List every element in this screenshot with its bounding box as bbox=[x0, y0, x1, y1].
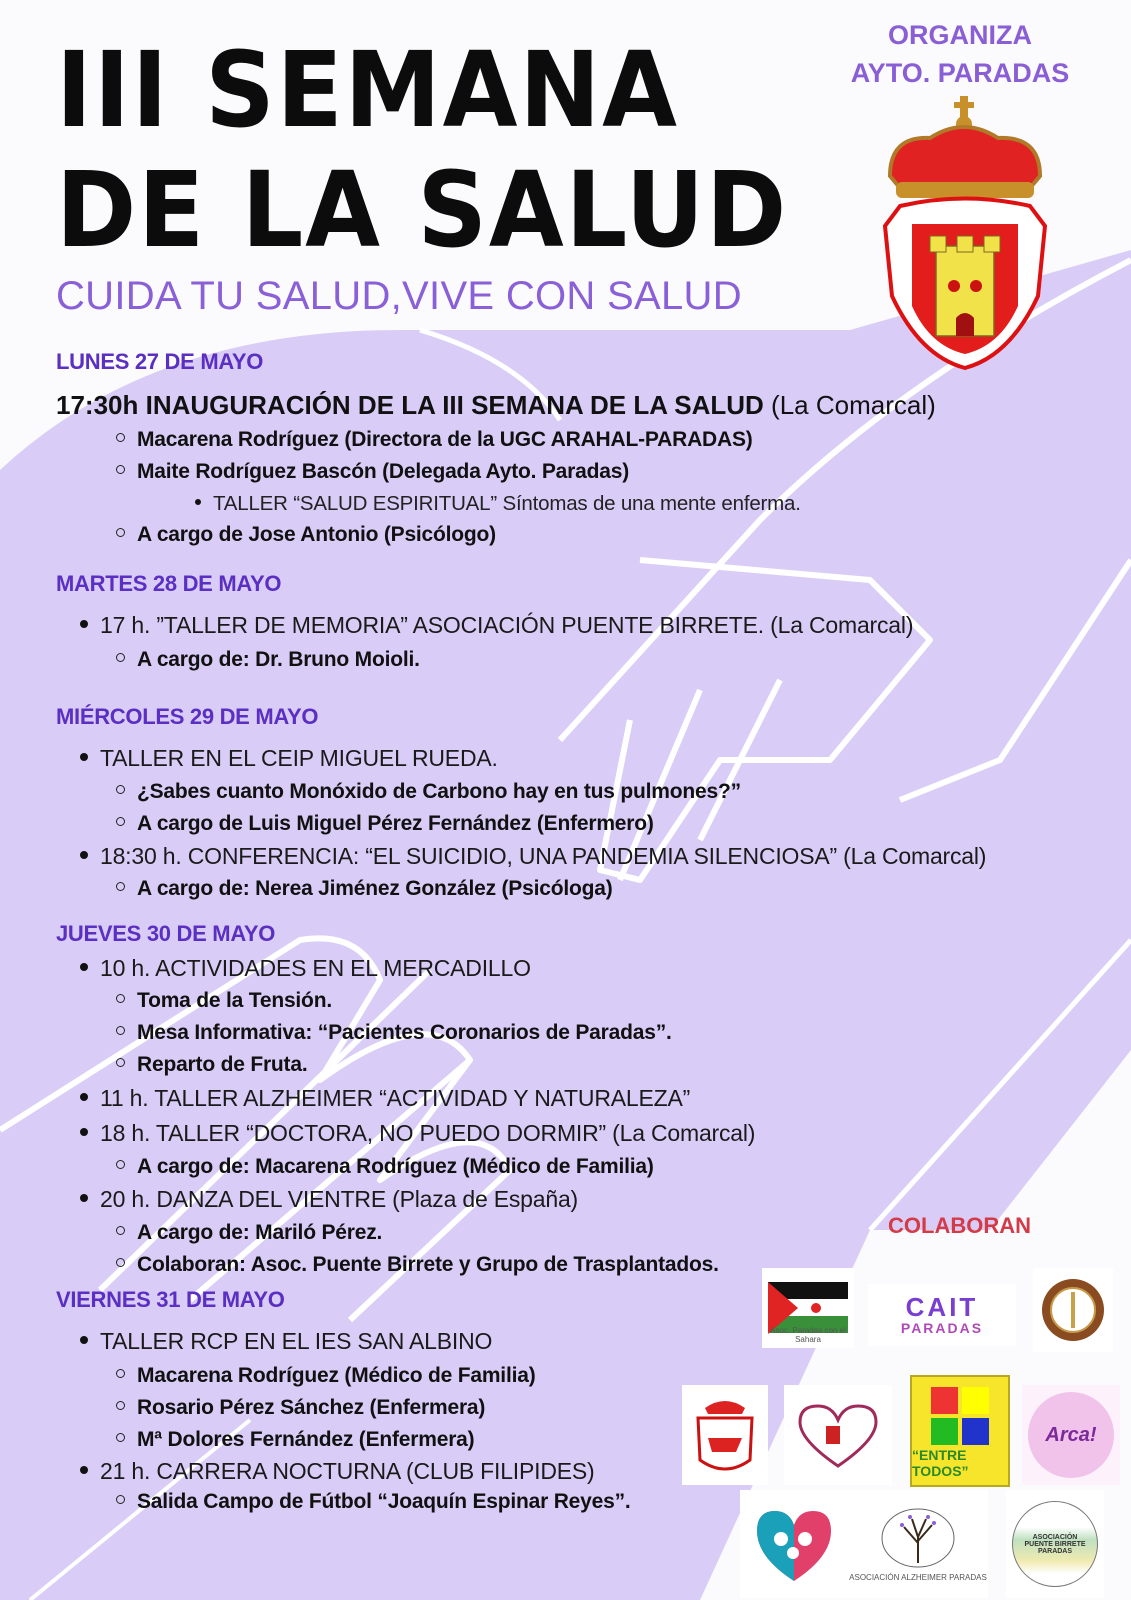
list-item: A cargo de: Macarena Rodríguez (Médico de Familia) bbox=[116, 1155, 654, 1179]
list-item: Salida Campo de Fútbol “Joaquín Espinar Reyes”. bbox=[116, 1490, 631, 1514]
list-item: A cargo de: Nerea Jiménez González (Psicóloga) bbox=[116, 877, 613, 901]
circle-bullet-icon bbox=[116, 1058, 125, 1067]
circle-bullet-icon bbox=[116, 1160, 125, 1169]
list-item: 21 h. CARRERA NOCTURNA (CLUB FILIPIDES) bbox=[80, 1458, 594, 1485]
logo-trasplantados bbox=[1033, 1268, 1113, 1352]
list-item: Mesa Informativa: “Pacientes Coronarios de Paradas”. bbox=[116, 1021, 672, 1045]
circle-bullet-icon bbox=[116, 994, 125, 1003]
circle-bullet-icon bbox=[116, 1026, 125, 1035]
day-heading-viernes: VIERNES 31 DE MAYO bbox=[56, 1287, 285, 1312]
bullet-icon bbox=[80, 1336, 88, 1344]
list-item: Toma de la Tensión. bbox=[116, 989, 332, 1013]
circle-bullet-icon bbox=[116, 465, 125, 474]
list-item: A cargo de Jose Antonio (Psicólogo) bbox=[116, 523, 496, 547]
puzzle-icon bbox=[929, 1385, 991, 1447]
list-item: 10 h. ACTIVIDADES EN EL MERCADILLO bbox=[80, 955, 531, 982]
logo-entre-todos: “ENTRE TODOS” bbox=[910, 1375, 1010, 1487]
organizer-name: AYTO. PARADAS bbox=[850, 58, 1070, 88]
circle-bullet-icon bbox=[116, 433, 125, 442]
bullet-icon bbox=[80, 1194, 88, 1202]
list-item: TALLER RCP EN EL IES SAN ALBINO bbox=[80, 1328, 492, 1355]
bullet-icon bbox=[80, 1093, 88, 1101]
list-item: TALLER “SALUD ESPIRITUAL” Síntomas de una mente enferma. bbox=[195, 492, 801, 516]
sponsors-label: COLABORAN bbox=[888, 1213, 1031, 1238]
seal-icon bbox=[1040, 1274, 1106, 1346]
logo-puente-birrete: ASOCIACIÓN PUENTE BIRRETE PARADAS bbox=[1006, 1490, 1104, 1598]
logo-sahara: Asoc. Paradas con el Sahara bbox=[762, 1268, 854, 1348]
bullet-icon bbox=[80, 1128, 88, 1136]
list-item: 11 h. TALLER ALZHEIMER “ACTIVIDAD Y NATURALEZA” bbox=[80, 1085, 690, 1112]
bullet-icon bbox=[80, 963, 88, 971]
list-item: Colaboran: Asoc. Puente Birrete y Grupo de Trasplantados. bbox=[116, 1253, 719, 1277]
list-item: Macarena Rodríguez (Directora de la UGC ARAHAL-PARADAS) bbox=[116, 428, 753, 452]
poster-title bbox=[56, 30, 788, 270]
logo-arca: Arca! bbox=[1022, 1385, 1120, 1485]
list-item: 18 h. TALLER “DOCTORA, NO PUEDO DORMIR” (La Comarcal) bbox=[80, 1120, 755, 1147]
circle-bullet-icon bbox=[116, 1369, 125, 1378]
day-heading-martes: MARTES 28 DE MAYO bbox=[56, 571, 282, 596]
circle-bullet-icon bbox=[116, 785, 125, 794]
inauguration-place: (La Comarcal) bbox=[763, 390, 936, 420]
inauguration-event bbox=[56, 390, 936, 421]
title-line-1: III SEMANA bbox=[56, 29, 679, 151]
day-heading-lunes: LUNES 27 DE MAYO bbox=[56, 349, 264, 374]
circle-bullet-icon bbox=[116, 1258, 125, 1267]
organizer-block bbox=[830, 16, 1090, 92]
title-line-2: DE LA SALUD bbox=[56, 149, 789, 271]
logo-pacientes-coronarios bbox=[784, 1385, 892, 1485]
day-heading-jueves: JUEVES 30 DE MAYO bbox=[56, 921, 276, 946]
list-item: 20 h. DANZA DEL VIENTRE (Plaza de España) bbox=[80, 1186, 578, 1213]
square-bullet-icon bbox=[195, 499, 201, 505]
logo-alzheimer-paradas: ASOCIACIÓN ALZHEIMER PARADAS bbox=[848, 1490, 988, 1598]
circle-bullet-icon bbox=[116, 882, 125, 891]
circle-bullet-icon bbox=[116, 653, 125, 662]
bullet-icon bbox=[80, 753, 88, 761]
list-item: Reparto de Fruta. bbox=[116, 1053, 307, 1077]
circle-bullet-icon bbox=[116, 1433, 125, 1442]
list-item: Macarena Rodríguez (Médico de Familia) bbox=[116, 1364, 536, 1388]
list-item: Maite Rodríguez Bascón (Delegada Ayto. Paradas) bbox=[116, 460, 629, 484]
club-crest-icon bbox=[690, 1390, 760, 1480]
list-item: 17 h. ”TALLER DE MEMORIA” ASOCIACIÓN PUENTE BIRRETE. (La Comarcal) bbox=[80, 612, 913, 639]
poster-subtitle: CUIDA TU SALUD,VIVE CON SALUD bbox=[56, 274, 742, 318]
list-item: 18:30 h. CONFERENCIA: “EL SUICIDIO, UNA PANDEMIA SILENCIOSA” (La Comarcal) bbox=[80, 843, 986, 870]
logo-cait-paradas: CAIT PARADAS bbox=[868, 1284, 1016, 1346]
list-item: ¿Sabes cuanto Monóxido de Carbono hay en tus pulmones?” bbox=[116, 780, 741, 804]
bullet-icon bbox=[80, 851, 88, 859]
logo-aprender-a-quererte bbox=[740, 1490, 848, 1598]
day-heading-miercoles: MIÉRCOLES 29 DE MAYO bbox=[56, 704, 319, 729]
circle-bullet-icon bbox=[116, 817, 125, 826]
circle-bullet-icon bbox=[116, 1495, 125, 1504]
family-heart-icon bbox=[751, 1501, 837, 1587]
circle-bullet-icon bbox=[116, 1226, 125, 1235]
bullet-icon bbox=[80, 620, 88, 628]
list-item: A cargo de Luis Miguel Pérez Fernández (Enfermero) bbox=[116, 812, 654, 836]
list-item: A cargo de: Mariló Pérez. bbox=[116, 1221, 382, 1245]
bullet-icon bbox=[80, 1466, 88, 1474]
list-item: TALLER EN EL CEIP MIGUEL RUEDA. bbox=[80, 745, 498, 772]
logo-club-filipides bbox=[682, 1385, 768, 1485]
list-item: Rosario Pérez Sánchez (Enfermera) bbox=[116, 1396, 485, 1420]
circle-bullet-icon bbox=[116, 1401, 125, 1410]
heart-outline-icon bbox=[792, 1400, 884, 1470]
circle-bullet-icon bbox=[116, 528, 125, 537]
tree-icon bbox=[880, 1507, 956, 1569]
list-item: A cargo de: Dr. Bruno Moioli. bbox=[116, 648, 420, 672]
paradas-coat-of-arms-icon bbox=[870, 96, 1060, 376]
organizer-label: ORGANIZA bbox=[888, 20, 1032, 50]
inauguration-title: 17:30h INAUGURACIÓN DE LA III SEMANA DE LA SALUD bbox=[56, 390, 764, 420]
list-item: Mª Dolores Fernández (Enfermera) bbox=[116, 1428, 474, 1452]
